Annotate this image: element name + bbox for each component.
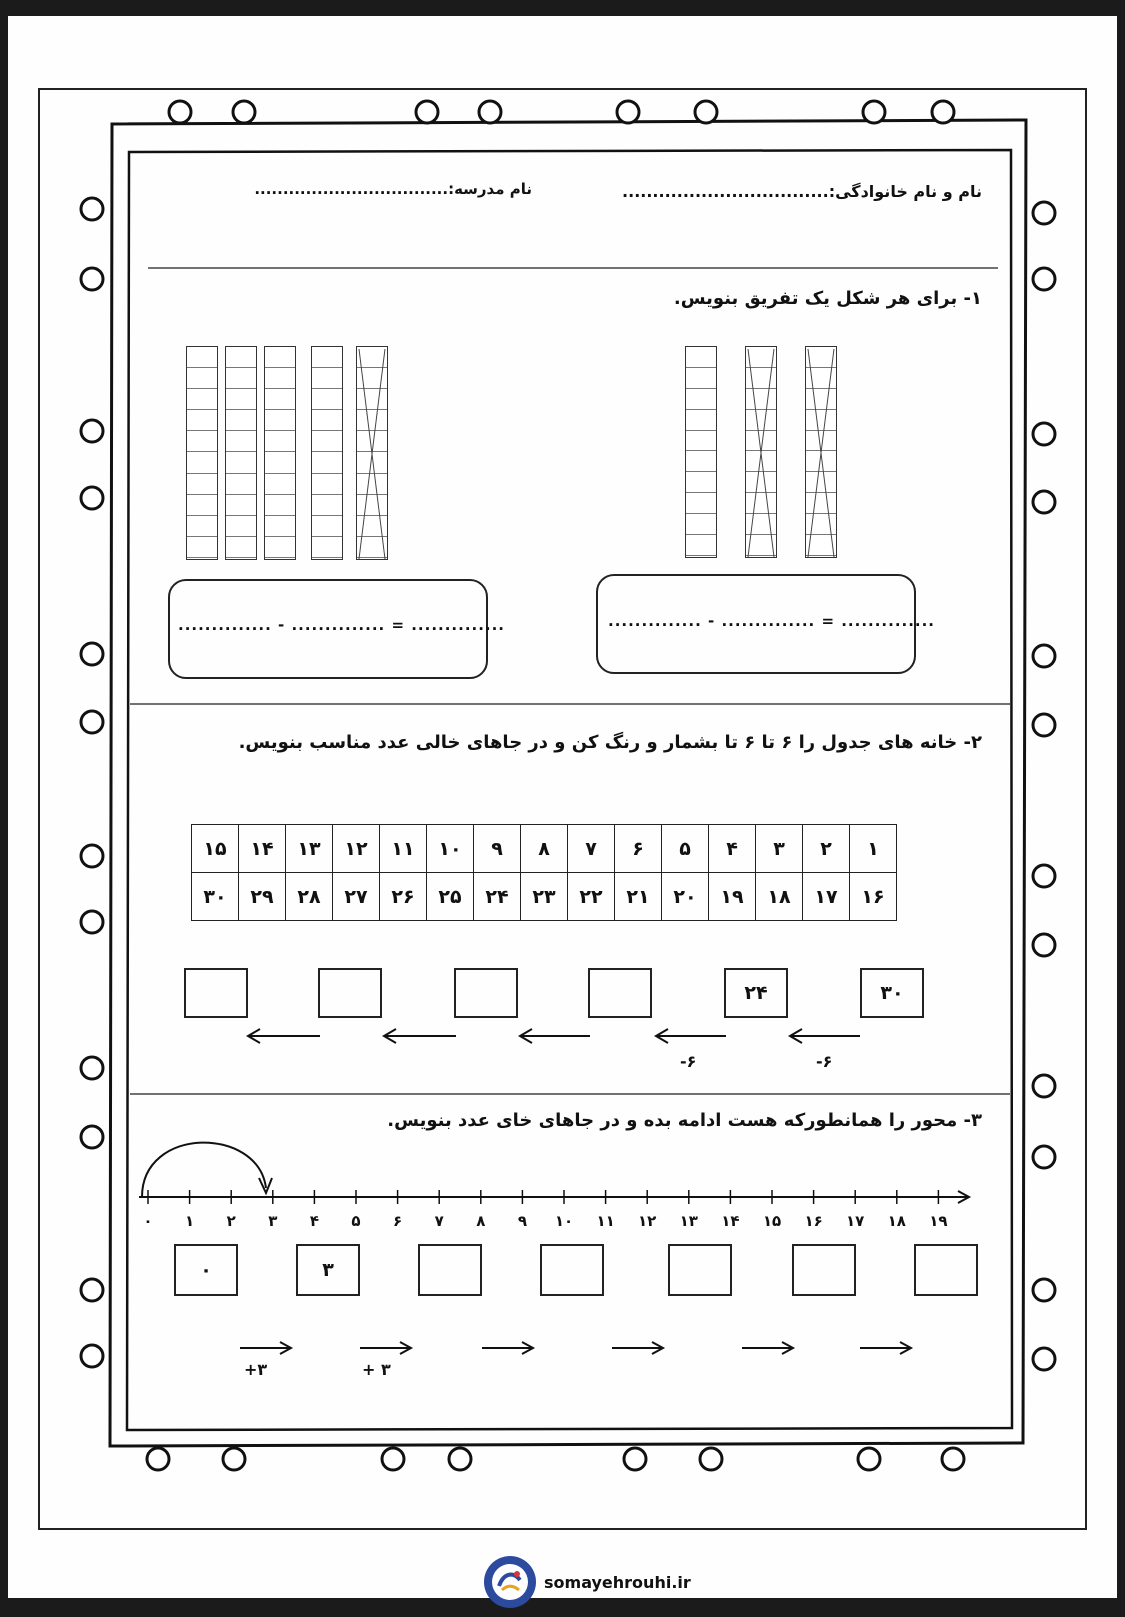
table-cell[interactable]: ۵: [662, 825, 709, 873]
q2-box-2[interactable]: ۲۴: [724, 968, 788, 1018]
table-cell[interactable]: ۱: [850, 825, 897, 873]
brand-logo-icon: [484, 1556, 536, 1608]
axis-tick-label: ۴: [309, 1212, 319, 1230]
table-cell[interactable]: ۱۴: [239, 825, 286, 873]
table-cell[interactable]: ۲۴: [474, 873, 521, 921]
table-cell[interactable]: ۲: [803, 825, 850, 873]
table-cell[interactable]: ۸: [521, 825, 568, 873]
table-cell[interactable]: ۲۲: [568, 873, 615, 921]
school-field[interactable]: ..................................: [254, 180, 449, 198]
axis-tick-label: ۱۰: [554, 1212, 574, 1230]
axis-tick-label: ۱۴: [721, 1212, 740, 1230]
table-cell[interactable]: ۲۸: [286, 873, 333, 921]
table-cell[interactable]: ۹: [474, 825, 521, 873]
table-cell[interactable]: ۴: [709, 825, 756, 873]
table-cell[interactable]: ۱۲: [333, 825, 380, 873]
q2-step-label: -۶: [816, 1052, 833, 1071]
table-cell[interactable]: ۲۹: [239, 873, 286, 921]
q3-step-label: + ۳: [362, 1360, 391, 1379]
q3-title: ۳- محور را همانطورکه هست ادامه بده و در جاهای خای عدد بنویس.: [387, 1110, 982, 1131]
q3-box-1[interactable]: ۰: [174, 1244, 238, 1296]
axis-tick-label: ۰: [143, 1212, 153, 1230]
axis-tick-label: ۱۲: [638, 1212, 657, 1230]
axis-tick-label: ۱۵: [762, 1212, 782, 1230]
worksheet-page: [8, 16, 1117, 1598]
table-cell[interactable]: ۶: [615, 825, 662, 873]
axis-tick-label: ۸: [476, 1212, 486, 1230]
table-cell[interactable]: ۱۵: [192, 825, 239, 873]
axis-tick-label: ۷: [434, 1212, 444, 1230]
school-label-text: نام مدرسه:: [448, 180, 532, 198]
table-cell[interactable]: ۲۳: [521, 873, 568, 921]
axis-tick-label: ۱۶: [804, 1212, 823, 1230]
table-cell[interactable]: ۲۰: [662, 873, 709, 921]
axis-tick-label: ۱: [185, 1212, 195, 1230]
q2-step-label: -۶: [680, 1052, 697, 1071]
table-cell[interactable]: ۱۰: [427, 825, 474, 873]
table-cell[interactable]: ۱۷: [803, 873, 850, 921]
table-cell[interactable]: ۲۷: [333, 873, 380, 921]
q2-box-1[interactable]: ۳۰: [860, 968, 924, 1018]
table-cell[interactable]: ۲۵: [427, 873, 474, 921]
table-cell[interactable]: ۱۳: [286, 825, 333, 873]
axis-tick-label: ۱۸: [887, 1212, 906, 1230]
axis-tick-label: ۱۹: [929, 1212, 948, 1230]
table-cell[interactable]: ۲۱: [615, 873, 662, 921]
table-cell[interactable]: ۳۰: [192, 873, 239, 921]
q3-step-label: +۳: [244, 1360, 268, 1379]
table-cell[interactable]: ۳: [756, 825, 803, 873]
table-cell[interactable]: ۱۸: [756, 873, 803, 921]
table-cell[interactable]: ۲۶: [380, 873, 427, 921]
q3-right-arrows: [8, 16, 1117, 1598]
axis-tick-label: ۱۳: [679, 1212, 698, 1230]
axis-tick-label: ۲: [226, 1212, 236, 1230]
axis-tick-label: ۳: [268, 1212, 278, 1230]
table-cell[interactable]: ۱۹: [709, 873, 756, 921]
table-cell[interactable]: ۷: [568, 825, 615, 873]
name-field[interactable]: ..................................: [622, 182, 829, 201]
axis-tick-label: ۱۱: [596, 1212, 615, 1230]
axis-tick-label: ۹: [517, 1212, 527, 1230]
q1-left-equation[interactable]: .............. - .............. = ..............: [178, 616, 506, 634]
axis-tick-label: ۵: [351, 1212, 361, 1230]
axis-tick-label: ۶: [393, 1212, 403, 1230]
axis-tick-label: ۱۷: [846, 1212, 865, 1230]
q2-title: ۲- خانه های جدول را ۶ تا ۶ تا بشمار و رنگ کن و در جاهای خالی عدد مناسب بنویس.: [238, 732, 982, 753]
table-cell[interactable]: ۱۱: [380, 825, 427, 873]
name-label-text: نام و نام خانوادگی:: [828, 182, 982, 201]
q1-right-equation[interactable]: .............. - .............. = ..............: [608, 612, 936, 630]
q3-box-2[interactable]: ۳: [296, 1244, 360, 1296]
q1-title: ۱- برای هر شکل یک تفریق بنویس.: [673, 288, 982, 309]
table-cell[interactable]: ۱۶: [850, 873, 897, 921]
site-url[interactable]: somayehrouhi.ir: [544, 1573, 691, 1592]
